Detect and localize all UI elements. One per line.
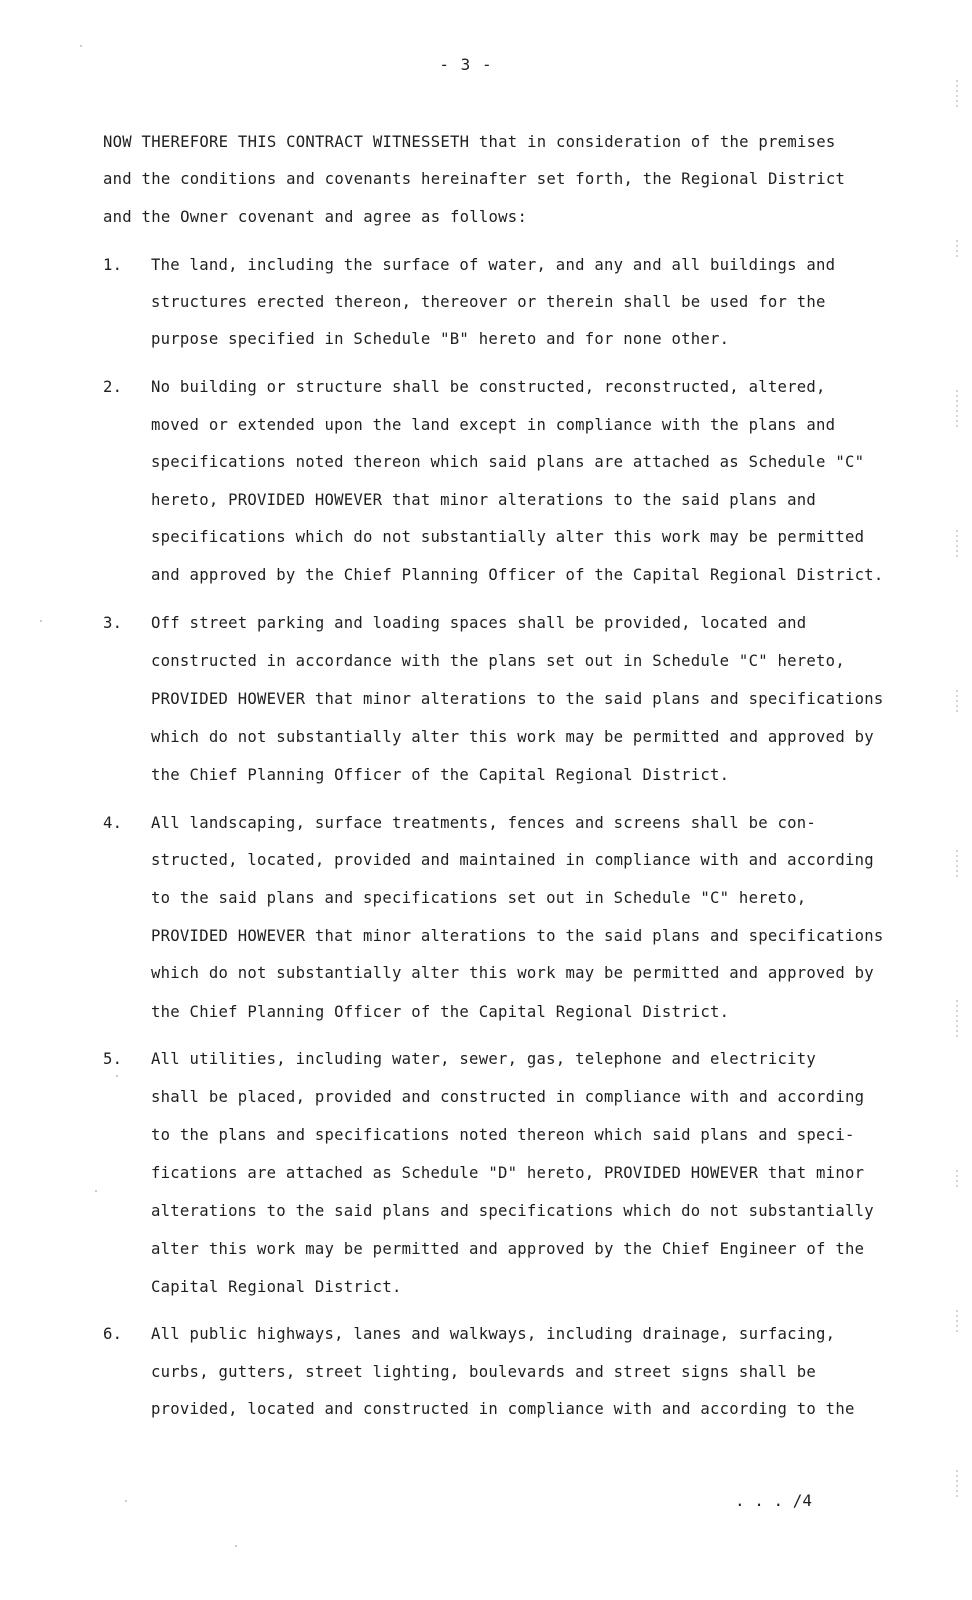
scan-artifact xyxy=(956,1310,958,1335)
clause-line: Off street parking and loading spaces shall be provided, located and xyxy=(151,614,807,632)
scan-artifact xyxy=(956,1000,958,1040)
clause-line: provided, located and constructed in compliance with and according to the xyxy=(151,1400,855,1418)
clause-line: The land, including the surface of water, and any and all buildings and xyxy=(151,256,836,274)
clause-line: shall be placed, provided and constructed in compliance with and according xyxy=(151,1088,865,1106)
scan-speck xyxy=(235,1545,237,1547)
scan-artifact xyxy=(956,240,958,260)
clause-line: hereto, PROVIDED HOWEVER that minor alterations to the said plans and xyxy=(151,491,817,509)
clause-line: PROVIDED HOWEVER that minor alterations to the said plans and specifications xyxy=(151,927,884,945)
clause-line: alterations to the said plans and specifications which do not substantially xyxy=(151,1202,874,1220)
clause-number: 6. xyxy=(103,1325,123,1343)
clause-number: 2. xyxy=(103,378,123,396)
clause-line: alter this work may be permitted and approved by the Chief Engineer of the xyxy=(151,1240,865,1258)
scan-artifact xyxy=(956,390,958,430)
page-number: - 3 - xyxy=(439,55,493,74)
clause-number: 5. xyxy=(103,1050,123,1068)
clause-line: to the plans and specifications noted thereon which said plans and speci- xyxy=(151,1126,855,1144)
clause-line: All public highways, lanes and walkways, including drainage, surfacing, xyxy=(151,1325,836,1343)
clause-number: 1. xyxy=(103,256,123,274)
clause-line: purpose specified in Schedule "B" hereto and for none other. xyxy=(151,330,730,348)
clause-line: which do not substantially alter this work may be permitted and approved by xyxy=(151,728,874,746)
clause-line: and approved by the Chief Planning Officer of the Capital Regional District. xyxy=(151,566,884,584)
clause-line: fications are attached as Schedule "D" hereto, PROVIDED HOWEVER that minor xyxy=(151,1164,865,1182)
clause-line: All landscaping, surface treatments, fences and screens shall be con- xyxy=(151,814,817,832)
clause-line: structures erected thereon, thereover or therein shall be used for the xyxy=(151,293,826,311)
continuation-marker: . . . /4 xyxy=(735,1491,813,1510)
intro-line: and the Owner covenant and agree as follows: xyxy=(103,208,528,226)
clause-line: All utilities, including water, sewer, gas, telephone and electricity xyxy=(151,1050,817,1068)
scan-artifact xyxy=(956,1470,958,1500)
scan-speck xyxy=(40,620,42,622)
scan-artifact xyxy=(956,1170,958,1190)
scan-artifact xyxy=(956,690,958,715)
clause-number: 3. xyxy=(103,614,123,632)
scan-speck xyxy=(95,1190,97,1192)
clause-line: specifications which do not substantially alter this work may be permitted xyxy=(151,528,865,546)
clause-line: to the said plans and specifications set out in Schedule "C" hereto, xyxy=(151,889,807,907)
clause-line: which do not substantially alter this work may be permitted and approved by xyxy=(151,964,874,982)
clause-line: the Chief Planning Officer of the Capital Regional District. xyxy=(151,766,730,784)
clause-number: 4. xyxy=(103,814,123,832)
clause-line: Capital Regional District. xyxy=(151,1278,402,1296)
intro-line: and the conditions and covenants hereinafter set forth, the Regional District xyxy=(103,170,846,188)
clause-line: constructed in accordance with the plans set out in Schedule "C" hereto, xyxy=(151,652,845,670)
clause-line: moved or extended upon the land except in compliance with the plans and xyxy=(151,416,836,434)
scan-speck xyxy=(80,45,82,47)
clause-line: structed, located, provided and maintained in compliance with and according xyxy=(151,851,874,869)
scan-artifact xyxy=(956,530,958,560)
clause-line: No building or structure shall be constructed, reconstructed, altered, xyxy=(151,378,826,396)
scan-speck xyxy=(116,1075,118,1077)
intro-line: NOW THEREFORE THIS CONTRACT WITNESSETH that in consideration of the premises xyxy=(103,133,836,151)
clause-line: specifications noted thereon which said plans are attached as Schedule "C" xyxy=(151,453,865,471)
clause-line: PROVIDED HOWEVER that minor alterations to the said plans and specifications xyxy=(151,690,884,708)
scan-speck xyxy=(125,1500,127,1502)
clause-line: the Chief Planning Officer of the Capital Regional District. xyxy=(151,1003,730,1021)
clause-line: curbs, gutters, street lighting, boulevards and street signs shall be xyxy=(151,1363,817,1381)
scan-artifact xyxy=(956,80,958,110)
scan-artifact xyxy=(956,850,958,880)
